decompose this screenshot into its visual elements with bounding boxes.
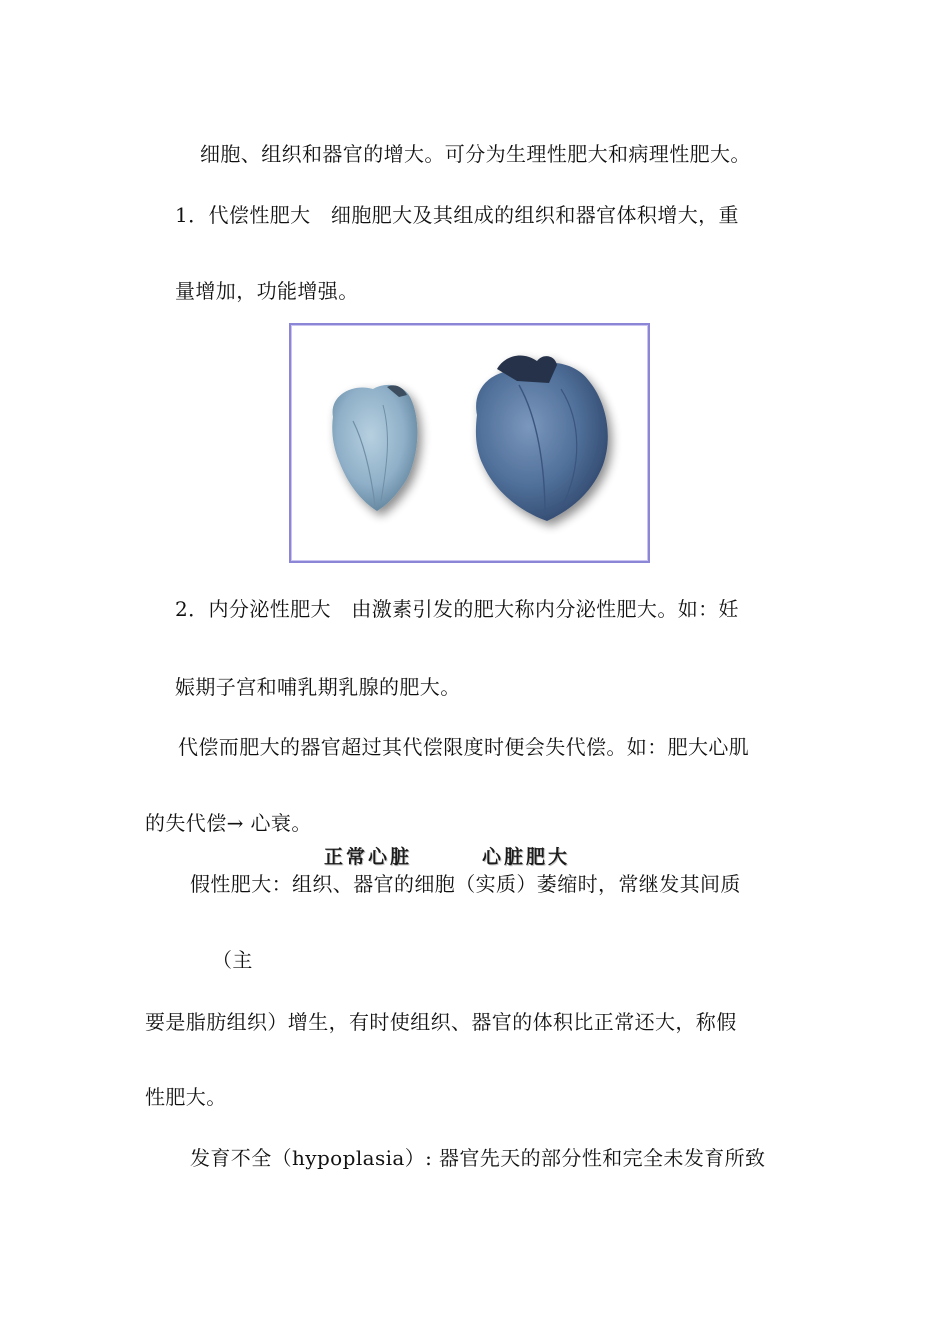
paragraph-compensatory-line1: 1．代偿性肥大 细胞肥大及其组成的组织和器官体积增大，重 (175, 203, 739, 227)
paragraph-pseudo-line4: 性肥大。 (145, 1085, 227, 1109)
paragraph-decompensation-line1: 代偿而肥大的器官超过其代偿限度时便会失代偿。如：肥大心肌 (178, 735, 750, 759)
normal-heart-caption: 正常心脏 (324, 846, 413, 868)
paragraph-intro: 细胞、组织和器官的增大。可分为生理性肥大和病理性肥大。 (200, 142, 751, 166)
heart-illustration (291, 325, 648, 561)
paragraph-decompensation-line2: 的失代偿→ 心衰。 (145, 811, 312, 835)
paragraph-endocrine-line1: 2．内分泌性肥大 由激素引发的肥大称内分泌性肥大。如：妊 (175, 597, 739, 621)
paragraph-pseudo-line3: 要是脂肪组织）增生，有时使组织、器官的体积比正常还大，称假 (145, 1010, 737, 1034)
paragraph-hypoplasia-line1: 发育不全（hypoplasia）: 器官先天的部分性和完全未发育所致 (190, 1146, 766, 1170)
normal-heart-image (332, 385, 417, 511)
paragraph-pseudo-line1: 假性肥大：组织、器官的细胞（实质）萎缩时，常继发其间质 (190, 872, 741, 896)
paragraph-compensatory-line2: 量增加，功能增强。 (175, 279, 359, 303)
paragraph-endocrine-line2: 娠期子宫和哺乳期乳腺的肥大。 (175, 675, 461, 699)
enlarged-heart-image (476, 355, 608, 521)
enlarged-heart-caption: 心脏肥大 (482, 846, 571, 868)
paragraph-pseudo-line2: （主 (212, 948, 253, 972)
